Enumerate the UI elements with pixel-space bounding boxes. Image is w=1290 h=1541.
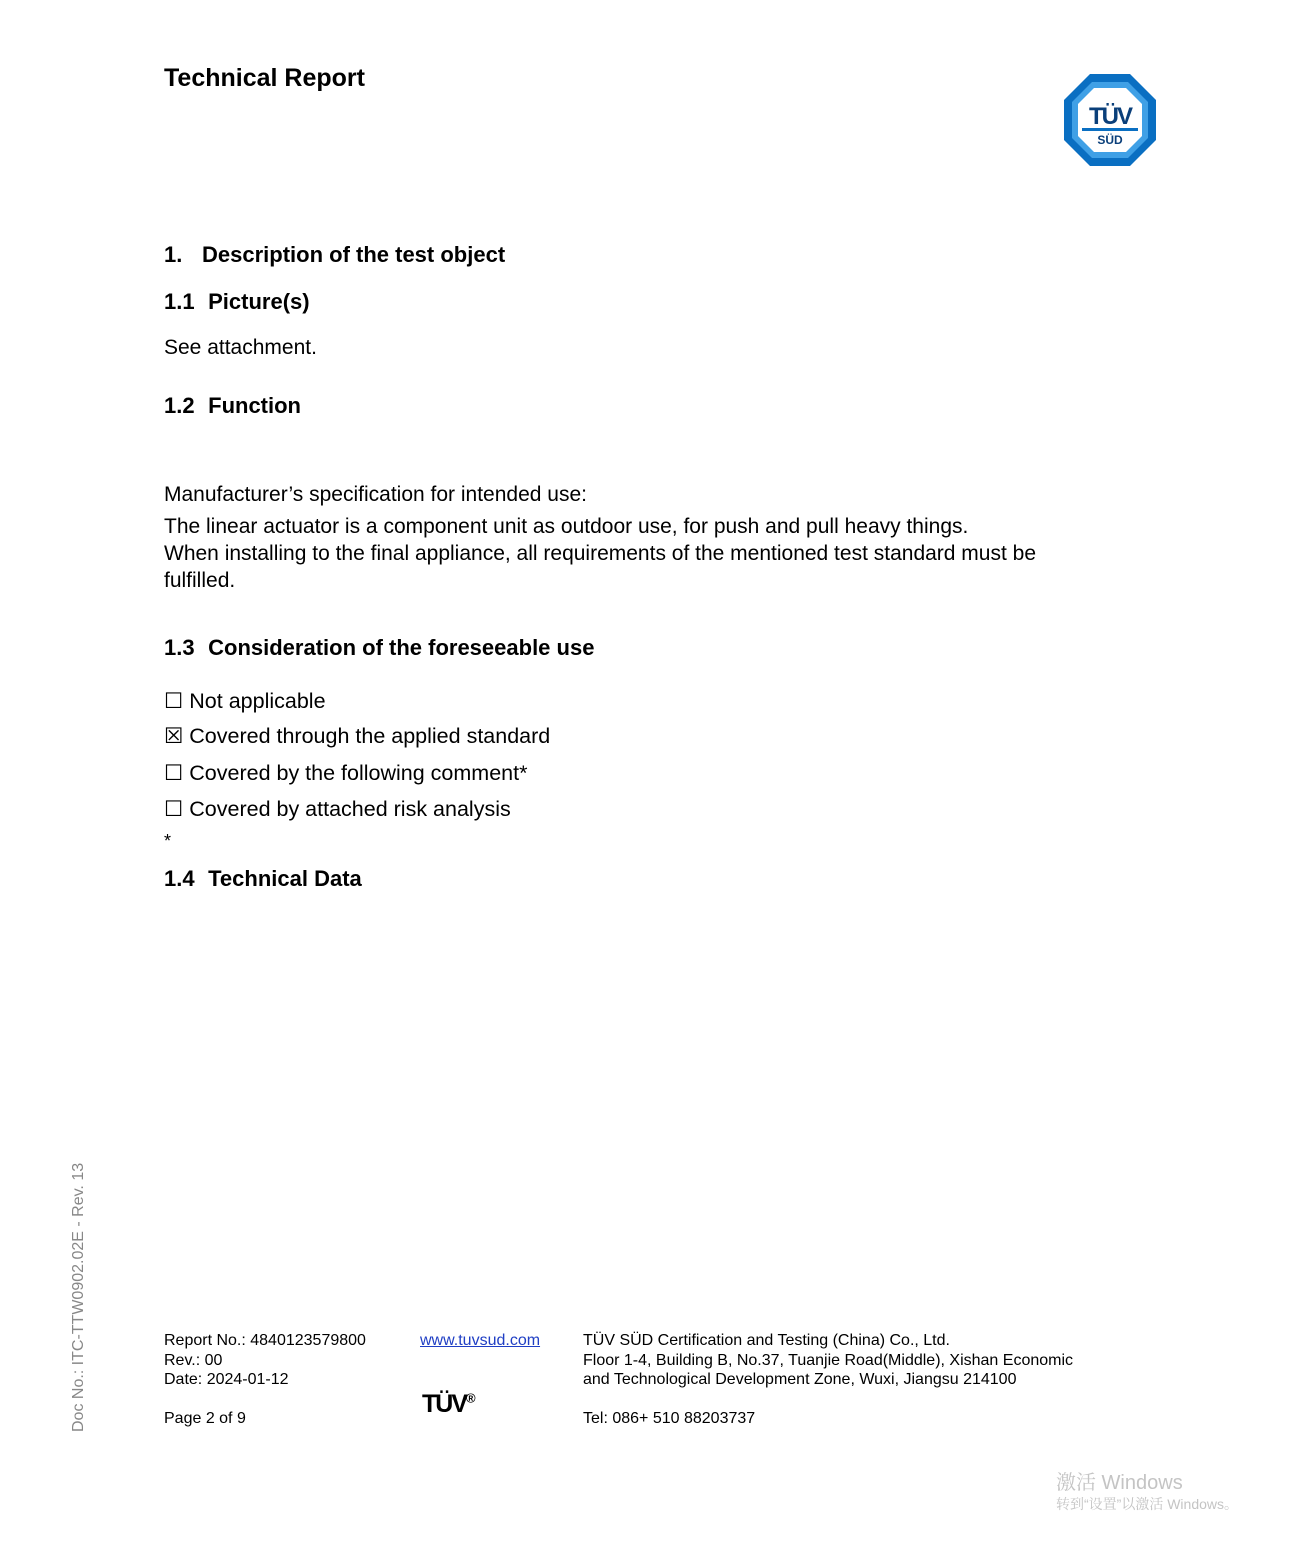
registered-mark: ® (466, 1390, 476, 1406)
section-title: Technical Data (208, 866, 362, 891)
windows-activation-subtitle: 转到“设置”以激活 Windows。 (1056, 1496, 1239, 1512)
option-label: Covered by the following comment* (189, 761, 528, 785)
function-line-3: fulfilled. (164, 569, 236, 592)
spec-label: Manufacturer’s specification for intended use: (164, 483, 587, 506)
section-1-4-heading (164, 866, 362, 892)
section-number: 1.1 (164, 289, 195, 314)
page-number: Page 2 of 9 (164, 1410, 246, 1427)
option-label: Not applicable (189, 689, 326, 713)
option-label: Covered through the applied standard (189, 724, 551, 748)
section-1-1-heading (164, 289, 310, 315)
section-number: 1.3 (164, 635, 195, 660)
option-not-applicable[interactable] (164, 689, 326, 714)
tuv-sud-logo (1062, 72, 1158, 168)
address-line-1: Floor 1-4, Building B, No.37, Tuanjie Road(Middle), Xishan Economic (583, 1351, 1074, 1369)
section-number: 1.2 (164, 393, 195, 418)
windows-activation-title: 激活 Windows (1056, 1472, 1183, 1494)
checkbox-icon[interactable]: ☐ (164, 761, 184, 785)
report-title: Technical Report (164, 64, 365, 92)
section-number: 1.4 (164, 866, 195, 891)
section-title: Picture(s) (208, 289, 310, 314)
tuv-mark-logo (422, 1390, 476, 1419)
section-1-3-heading (164, 635, 594, 661)
footer-company-info (583, 1331, 1073, 1390)
logo-text-tuv: TÜV (1089, 103, 1131, 130)
checkbox-icon[interactable]: ☐ (164, 797, 184, 821)
footnote-mark: * (164, 831, 172, 851)
address-line-2: and Technological Development Zone, Wuxi, Jiangsu 214100 (583, 1371, 1017, 1389)
section-title: Function (208, 393, 301, 418)
function-line-2: When installing to the final appliance, all requirements of the mentioned test standard must be (164, 542, 1037, 565)
option-covered-risk[interactable] (164, 797, 511, 822)
checkbox-checked-icon[interactable]: ☒ (164, 724, 184, 748)
telephone: Tel: 086+ 510 88203737 (583, 1410, 756, 1427)
revision: Rev.: 00 (164, 1351, 223, 1369)
section-number: 1. (164, 242, 183, 267)
option-covered-standard[interactable] (164, 724, 550, 749)
option-covered-comment[interactable] (164, 761, 527, 786)
pictures-text: See attachment. (164, 336, 317, 359)
tuv-mark-text: TÜV (422, 1390, 466, 1418)
footer-report-info (164, 1331, 366, 1390)
doc-number-sidebar: Doc No.: ITC-TTW0902.02E - Rev. 13 (70, 1162, 87, 1432)
company-name: TÜV SÜD Certification and Testing (China) Co., Ltd. (583, 1332, 950, 1349)
checkbox-icon[interactable]: ☐ (164, 689, 184, 713)
section-title: Description of the test object (202, 242, 506, 267)
report-number: Report No.: 4840123579800 (164, 1332, 366, 1349)
logo-text-sud: SÜD (1097, 133, 1123, 147)
function-line-1: The linear actuator is a component unit as outdoor use, for push and pull heavy things. (164, 515, 969, 538)
option-label: Covered by attached risk analysis (189, 797, 511, 821)
report-date: Date: 2024-01-12 (164, 1371, 289, 1389)
section-1-heading (164, 242, 505, 268)
section-title: Consideration of the foreseeable use (208, 635, 595, 660)
website-link[interactable]: www.tuvsud.com (420, 1332, 541, 1349)
section-1-2-heading (164, 393, 301, 419)
